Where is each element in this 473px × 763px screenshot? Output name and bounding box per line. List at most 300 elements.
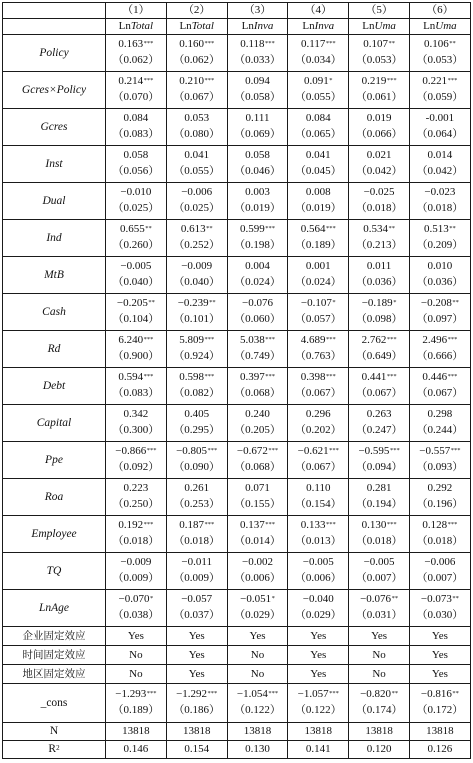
significance-stars: *** xyxy=(143,336,154,343)
coefficient-cell xyxy=(106,294,167,331)
variable-label: Cash xyxy=(3,294,106,331)
coefficient xyxy=(349,296,409,312)
coefficient-value: −0.076 xyxy=(360,593,392,605)
standard-error: （0.186） xyxy=(173,704,221,716)
coefficient-value: 0.292 xyxy=(427,482,453,494)
coefficient-value: 0.041 xyxy=(184,149,210,161)
dependent-variable xyxy=(288,19,349,35)
significance-stars: *** xyxy=(386,373,397,380)
significance-stars: *** xyxy=(386,77,397,84)
standard-error: （0.924） xyxy=(173,350,221,362)
significance-stars: *** xyxy=(386,336,397,343)
standard-error: （0.666） xyxy=(416,350,464,362)
fixed-effect-value: Yes xyxy=(106,627,167,646)
coefficient-cell xyxy=(166,220,227,257)
standard-error: （0.019） xyxy=(294,202,342,214)
column-number: （6） xyxy=(409,3,470,19)
coefficient-cell xyxy=(349,294,410,331)
coefficient xyxy=(410,370,470,386)
coefficient-value: 0.004 xyxy=(245,260,270,272)
coefficient xyxy=(228,333,288,349)
standard-error: （0.122） xyxy=(294,704,342,716)
coefficient-cell xyxy=(409,183,470,220)
coefficient xyxy=(288,74,348,90)
coefficient-cell xyxy=(409,35,470,72)
coefficient xyxy=(167,185,227,201)
fixed-effect-value: Yes xyxy=(288,627,349,646)
coefficient-cell xyxy=(288,331,349,368)
dependent-variable-prefix: Ln xyxy=(302,20,315,32)
standard-error: （0.036） xyxy=(355,276,403,288)
r-squared-value: 0.141 xyxy=(288,741,349,759)
coefficient xyxy=(410,74,470,90)
observations-value: 13818 xyxy=(288,723,349,741)
coefficient-value: 0.298 xyxy=(427,408,453,420)
coefficient-cell xyxy=(349,35,410,72)
coefficient-cell xyxy=(349,109,410,146)
coefficient-cell xyxy=(409,146,470,183)
coefficient-value: 2.762 xyxy=(361,334,387,346)
coefficient xyxy=(349,222,409,238)
fixed-effect-value: No xyxy=(349,646,410,665)
coefficient xyxy=(167,370,227,386)
coefficient-value: −0.009 xyxy=(181,260,213,272)
standard-error: （0.094） xyxy=(355,461,403,473)
coefficient-value: 0.019 xyxy=(366,112,392,124)
standard-error: （0.055） xyxy=(173,165,221,177)
coefficient-value: 0.281 xyxy=(366,482,392,494)
coefficient-value: 0.001 xyxy=(305,260,331,272)
coefficient-cell xyxy=(106,72,167,109)
variable-label: Capital xyxy=(3,405,106,442)
significance-stars: ** xyxy=(391,595,399,602)
dependent-variable xyxy=(106,19,167,35)
standard-error: （0.055） xyxy=(294,91,342,103)
coefficient-cell xyxy=(288,294,349,331)
coefficient-cell xyxy=(288,442,349,479)
significance-stars: *** xyxy=(204,40,215,47)
coefficient-cell xyxy=(166,35,227,72)
variable-row xyxy=(3,294,471,331)
coefficient-value: 0.263 xyxy=(366,408,392,420)
coefficient-value: 0.163 xyxy=(118,38,144,50)
fixed-effect-value: Yes xyxy=(409,646,470,665)
standard-error: （0.189） xyxy=(294,239,342,251)
dependent-variable-prefix: Ln xyxy=(179,20,192,32)
coefficient xyxy=(106,185,166,201)
constant-cell xyxy=(227,684,288,723)
coefficient-value: −0.009 xyxy=(120,556,152,568)
constant-cell xyxy=(166,684,227,723)
coefficient-cell xyxy=(409,72,470,109)
coefficient xyxy=(349,370,409,386)
coefficient-value: 5.038 xyxy=(239,334,265,346)
coefficient-cell xyxy=(106,109,167,146)
coefficient xyxy=(167,148,227,164)
coefficient xyxy=(167,555,227,571)
coefficient-value: −0.057 xyxy=(181,593,213,605)
coefficient-value: 0.106 xyxy=(424,38,449,50)
dependent-variable-name: Uma xyxy=(435,20,457,32)
variable-label: Ind xyxy=(3,220,106,257)
significance-stars: ** xyxy=(452,690,459,697)
coefficient-cell xyxy=(288,405,349,442)
coefficient-cell xyxy=(166,294,227,331)
coefficient xyxy=(228,296,288,312)
coefficient xyxy=(349,481,409,497)
coefficient-value: -0.001 xyxy=(425,112,455,124)
variable-row xyxy=(3,516,471,553)
coefficient xyxy=(106,481,166,497)
standard-error: （0.154） xyxy=(294,498,342,510)
r-squared-value: 0.126 xyxy=(409,741,470,759)
coefficient-value: 0.008 xyxy=(305,186,331,198)
coefficient-value: 0.223 xyxy=(123,482,149,494)
standard-error: （0.057） xyxy=(294,313,342,325)
coefficient-cell xyxy=(106,220,167,257)
coefficient-cell xyxy=(288,590,349,627)
fixed-effect-value: No xyxy=(106,665,167,684)
standard-error: （0.247） xyxy=(355,424,403,436)
column-number: （1） xyxy=(106,3,167,19)
coefficient xyxy=(106,555,166,571)
fixed-effect-value: Yes xyxy=(166,646,227,665)
standard-error: （0.060） xyxy=(234,313,281,325)
standard-error: （0.064） xyxy=(416,128,464,140)
standard-error: （0.068） xyxy=(234,387,281,399)
coefficient xyxy=(288,37,348,53)
coefficient-value: 0.128 xyxy=(422,519,448,531)
variable-row xyxy=(3,331,471,368)
standard-error: （0.040） xyxy=(173,276,221,288)
coefficient-cell xyxy=(349,146,410,183)
coefficient-value: −0.006 xyxy=(424,556,456,568)
coefficient-cell xyxy=(409,590,470,627)
coefficient-value: 0.210 xyxy=(179,75,204,87)
column-number: （5） xyxy=(349,3,410,19)
standard-error: （0.038） xyxy=(112,609,160,621)
fixed-effect-label: 企业固定效应 xyxy=(3,627,106,646)
coefficient-value: 0.613 xyxy=(180,223,206,235)
significance-stars: *** xyxy=(447,373,458,380)
header-blank xyxy=(3,19,106,35)
coefficient-cell xyxy=(166,479,227,516)
standard-error: （0.070） xyxy=(112,91,160,103)
standard-error: （0.067） xyxy=(416,387,464,399)
coefficient-value: −0.805 xyxy=(176,445,208,457)
coefficient-value: 0.655 xyxy=(120,223,145,235)
significance-stars: *** xyxy=(146,690,157,697)
standard-error: （0.250） xyxy=(112,498,160,510)
coefficient xyxy=(228,222,288,238)
coefficient-value: −0.205 xyxy=(116,297,148,309)
standard-error: （0.036） xyxy=(416,276,464,288)
standard-error: （0.013） xyxy=(294,535,342,547)
coefficient-value: −0.023 xyxy=(424,186,456,198)
dependent-variable xyxy=(349,19,410,35)
coefficient xyxy=(288,259,348,275)
standard-error: （0.763） xyxy=(294,350,342,362)
coefficient-cell xyxy=(166,257,227,294)
variable-label: MtB xyxy=(3,257,106,294)
fixed-effect-row xyxy=(3,627,471,646)
coefficient xyxy=(410,592,470,608)
coefficient xyxy=(288,148,348,164)
coefficient-value: 0.261 xyxy=(184,482,210,494)
coefficient-cell xyxy=(349,331,410,368)
coefficient-cell xyxy=(227,220,288,257)
standard-error: （0.083） xyxy=(112,128,160,140)
standard-error: （0.067） xyxy=(355,387,403,399)
coefficient xyxy=(228,407,288,423)
coefficient-value: −0.005 xyxy=(363,556,395,568)
significance-stars: ** xyxy=(209,299,216,306)
coefficient xyxy=(167,444,227,460)
constant-cell xyxy=(409,684,470,723)
standard-error: （0.045） xyxy=(294,165,342,177)
coefficient xyxy=(228,592,288,608)
variable-label: LnAge xyxy=(3,590,106,627)
coefficient-value: −0.595 xyxy=(358,445,390,457)
coefficient-cell xyxy=(349,220,410,257)
coefficient-cell xyxy=(349,590,410,627)
constant-label: _cons xyxy=(3,684,106,723)
standard-error: （0.253） xyxy=(173,498,221,510)
coefficient-value: −0.070 xyxy=(118,593,150,605)
coefficient xyxy=(288,687,348,703)
coefficient xyxy=(349,333,409,349)
coefficient-cell xyxy=(409,109,470,146)
coefficient xyxy=(410,148,470,164)
coefficient xyxy=(349,148,409,164)
observations-row xyxy=(3,723,471,741)
coefficient-cell xyxy=(166,516,227,553)
coefficient xyxy=(349,687,409,703)
significance-stars: *** xyxy=(204,336,215,343)
coefficient-value: 0.011 xyxy=(366,260,392,272)
dependent-variable-prefix: Ln xyxy=(118,20,131,32)
coefficient-cell xyxy=(106,183,167,220)
coefficient-cell xyxy=(166,553,227,590)
coefficient-cell xyxy=(166,590,227,627)
coefficient-cell xyxy=(106,553,167,590)
coefficient-cell xyxy=(409,220,470,257)
standard-error: （0.155） xyxy=(234,498,281,510)
coefficient xyxy=(228,687,288,703)
coefficient xyxy=(167,37,227,53)
significance-stars: *** xyxy=(268,447,279,454)
coefficient xyxy=(288,481,348,497)
coefficient xyxy=(410,444,470,460)
observations-value: 13818 xyxy=(166,723,227,741)
significance-stars: *** xyxy=(325,40,336,47)
coefficient xyxy=(349,74,409,90)
coefficient-value: 0.598 xyxy=(179,371,204,383)
coefficient-value: 0.041 xyxy=(305,149,331,161)
standard-error: （0.018） xyxy=(355,535,403,547)
fixed-effect-value: Yes xyxy=(288,646,349,665)
coefficient-value: −0.025 xyxy=(363,186,395,198)
coefficient xyxy=(106,407,166,423)
fixed-effect-value: Yes xyxy=(288,665,349,684)
coefficient xyxy=(288,518,348,534)
standard-error: （0.097） xyxy=(416,313,464,325)
standard-error: （0.059） xyxy=(416,91,464,103)
coefficient-cell xyxy=(409,257,470,294)
coefficient xyxy=(288,222,348,238)
dependent-variable-name: Uma xyxy=(374,20,396,32)
coefficient-value: 0.084 xyxy=(123,112,149,124)
coefficient-cell xyxy=(106,368,167,405)
significance-stars: ** xyxy=(388,225,395,232)
coefficient xyxy=(288,185,348,201)
coefficient xyxy=(410,518,470,534)
variable-row xyxy=(3,220,471,257)
coefficient-cell xyxy=(288,479,349,516)
coefficient-value: 0.219 xyxy=(361,75,387,87)
standard-error: （0.067） xyxy=(173,91,221,103)
standard-error: （0.007） xyxy=(355,572,403,584)
coefficient xyxy=(167,296,227,312)
coefficient-value: −0.005 xyxy=(302,556,334,568)
fixed-effect-value: Yes xyxy=(166,665,227,684)
standard-error: （0.101） xyxy=(173,313,221,325)
coefficient-value: −0.010 xyxy=(120,186,152,198)
standard-error: （0.061） xyxy=(355,91,403,103)
standard-error: （0.749） xyxy=(234,350,281,362)
dependent-variable-prefix: Ln xyxy=(241,20,254,32)
standard-error: （0.198） xyxy=(234,239,281,251)
standard-error: （0.009） xyxy=(173,572,221,584)
coefficient-value: −0.005 xyxy=(120,260,152,272)
coefficient-cell xyxy=(227,331,288,368)
dependent-variable-prefix: Ln xyxy=(362,20,375,32)
standard-error: （0.062） xyxy=(173,54,221,66)
coefficient-cell xyxy=(288,72,349,109)
standard-error: （0.098） xyxy=(355,313,403,325)
coefficient-cell xyxy=(227,35,288,72)
coefficient-cell xyxy=(166,368,227,405)
fixed-effect-value: Yes xyxy=(227,627,288,646)
significance-stars: *** xyxy=(265,40,275,47)
coefficient xyxy=(106,148,166,164)
header-row-variables xyxy=(3,19,471,35)
coefficient xyxy=(228,555,288,571)
variable-label: Policy xyxy=(3,35,106,72)
coefficient-cell xyxy=(409,442,470,479)
coefficient-value: −0.820 xyxy=(360,688,392,700)
coefficient-value: −0.002 xyxy=(242,556,273,568)
dependent-variable-name: Total xyxy=(130,20,154,32)
coefficient-cell xyxy=(106,405,167,442)
standard-error: （0.300） xyxy=(112,424,160,436)
significance-stars: *** xyxy=(329,690,339,697)
coefficient-cell xyxy=(409,516,470,553)
standard-error: （0.024） xyxy=(294,276,342,288)
coefficient-value: 0.594 xyxy=(118,371,144,383)
coefficient-cell xyxy=(349,553,410,590)
variable-row xyxy=(3,72,471,109)
r-squared-value: 0.130 xyxy=(227,741,288,759)
variable-label: Gcres×Policy xyxy=(3,72,106,109)
coefficient-value: 0.221 xyxy=(422,75,448,87)
coefficient-value: 0.111 xyxy=(245,112,270,124)
r-squared-superscript: 2 xyxy=(56,744,60,752)
coefficient-value: 0.058 xyxy=(245,149,270,161)
variable-row xyxy=(3,183,471,220)
coefficient-cell xyxy=(349,72,410,109)
coefficient xyxy=(106,333,166,349)
significance-stars: *** xyxy=(146,447,157,454)
coefficient-cell xyxy=(227,590,288,627)
standard-error: （0.018） xyxy=(416,535,464,547)
standard-error: （0.018） xyxy=(112,535,160,547)
coefficient xyxy=(288,592,348,608)
coefficient-cell xyxy=(409,368,470,405)
coefficient xyxy=(349,518,409,534)
coefficient-cell xyxy=(106,146,167,183)
variable-label: Ppe xyxy=(3,442,106,479)
coefficient-value: 0.398 xyxy=(300,371,326,383)
fixed-effect-row xyxy=(3,646,471,665)
column-number: （3） xyxy=(227,3,288,19)
significance-stars: *** xyxy=(207,690,218,697)
coefficient xyxy=(410,407,470,423)
header-row-numbers xyxy=(3,3,471,19)
coefficient xyxy=(288,370,348,386)
r-squared-letter: R xyxy=(48,743,57,755)
coefficient-value: 6.240 xyxy=(118,334,144,346)
coefficient-cell xyxy=(288,516,349,553)
coefficient xyxy=(106,74,166,90)
significance-stars: *** xyxy=(326,336,336,343)
significance-stars: *** xyxy=(447,77,458,84)
coefficient xyxy=(349,111,409,127)
significance-stars: * xyxy=(332,299,336,306)
significance-stars: *** xyxy=(326,521,336,528)
coefficient-cell xyxy=(106,35,167,72)
r-squared-value: 0.146 xyxy=(106,741,167,759)
significance-stars: * xyxy=(393,299,397,306)
variable-label: Rd xyxy=(3,331,106,368)
fixed-effect-value: No xyxy=(227,646,288,665)
coefficient xyxy=(288,333,348,349)
coefficient xyxy=(106,370,166,386)
standard-error: （0.067） xyxy=(294,461,342,473)
standard-error: （0.007） xyxy=(416,572,464,584)
constant-cell xyxy=(288,684,349,723)
significance-stars: *** xyxy=(265,225,275,232)
coefficient-cell xyxy=(349,183,410,220)
standard-error: （0.058） xyxy=(234,91,281,103)
standard-error: （0.009） xyxy=(112,572,160,584)
coefficient xyxy=(106,222,166,238)
fixed-effect-label: 时间固定效应 xyxy=(3,646,106,665)
coefficient-cell xyxy=(227,405,288,442)
coefficient-value: 0.091 xyxy=(304,75,329,87)
coefficient-value: −0.107 xyxy=(300,297,332,309)
standard-error: （0.067） xyxy=(294,387,342,399)
coefficient-value: −1.293 xyxy=(115,688,147,700)
coefficient-value: 0.130 xyxy=(361,519,387,531)
significance-stars: ** xyxy=(449,40,456,47)
coefficient-cell xyxy=(166,146,227,183)
standard-error: （0.019） xyxy=(234,202,281,214)
coefficient xyxy=(167,481,227,497)
standard-error: （0.046） xyxy=(234,165,281,177)
coefficient xyxy=(106,296,166,312)
standard-error: （0.014） xyxy=(234,535,281,547)
